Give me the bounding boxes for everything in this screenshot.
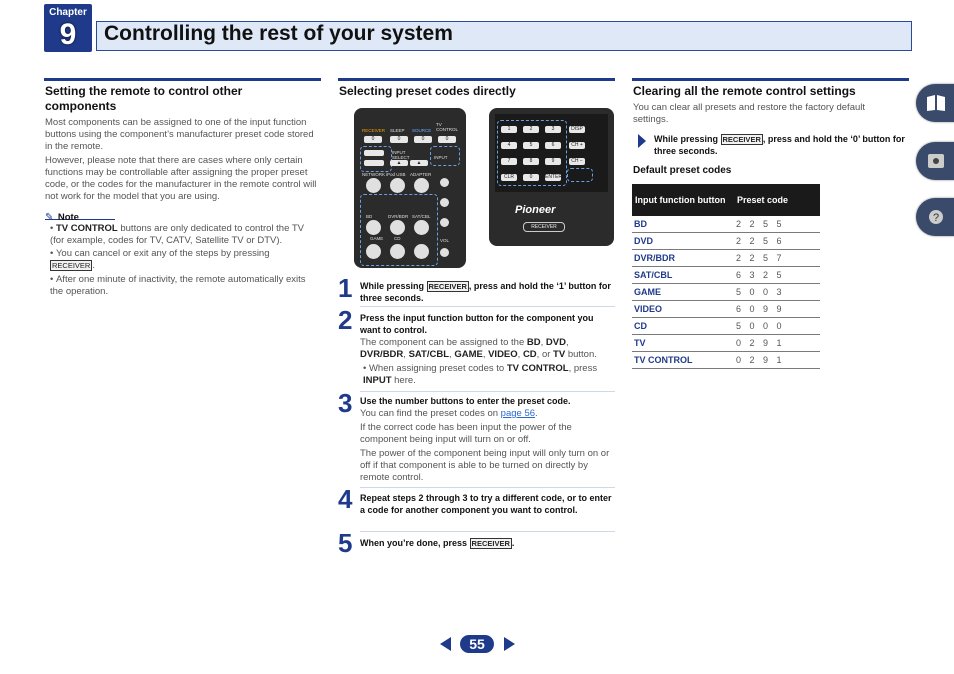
next-page-arrow-icon[interactable]	[504, 637, 515, 651]
caveat-paragraph: However, please note that there are cases where only certain functions may be controllable after assigning the proper preset code, or the codes for the manufacturer in the remote control will not work for the model that you are using.	[45, 155, 317, 202]
section-heading: Selecting preset codes directly	[339, 84, 516, 98]
column-header: Preset code	[734, 184, 820, 216]
input-function-cell: SAT/CBL	[632, 267, 734, 284]
input-function-cell: GAME	[632, 284, 734, 301]
page-title: Controlling the rest of your system	[104, 22, 453, 45]
previous-page-arrow-icon[interactable]	[440, 637, 451, 651]
note-item: • After one minute of inactivity, the remote automatically exits the operation.	[50, 274, 306, 297]
step-instruction: Press the input function button for the component you want to control.	[360, 313, 594, 335]
step-number: 2	[338, 305, 353, 335]
preset-code-cell: 0 2 9 1	[734, 335, 820, 352]
step-number: 4	[338, 484, 353, 514]
step-body: The power of the component being input will only turn on or off if that component is able to be turned on directly by remote control.	[360, 448, 610, 483]
brand-logo: Pioneer	[515, 204, 556, 216]
step-body: If the correct code has been input the power of the component being input will turn on or off.	[360, 422, 572, 445]
intro-paragraph: You can clear all presets and restore the factory default settings.	[633, 102, 866, 125]
remote-illustration-left: RECEIVER SLEEP SOURCE TV CONTROL 0 0 0 0 INPUT SELECT INPUT ▲ ▲ NETWORK iPod USB ADAPTER BD DVR/BDR SAT/CBL GAME CD VOL	[354, 108, 466, 268]
table-row	[632, 233, 820, 250]
step-body: The component can be assigned to the BD, DVD, DVR/BDR, SAT/CBL, GAME, VIDEO, CD, or TV button.	[360, 337, 597, 360]
input-function-cell: DVR/BDR	[632, 250, 734, 267]
table-header-row	[632, 184, 820, 216]
input-function-cell: TV	[632, 335, 734, 352]
table-row	[632, 335, 820, 352]
help-icon[interactable]	[916, 198, 954, 236]
input-function-cell: VIDEO	[632, 301, 734, 318]
receiver-button-glyph: RECEIVER	[471, 539, 510, 548]
preset-code-cell: 0 2 9 1	[734, 352, 820, 369]
preset-code-cell: 6 3 2 5	[734, 267, 820, 284]
receiver-button-glyph: RECEIVER	[428, 282, 467, 291]
preset-code-cell: 2 2 5 7	[734, 250, 820, 267]
receiver-icon[interactable]	[916, 142, 954, 180]
preset-code-cell: 2 2 5 5	[734, 216, 820, 233]
receiver-button-glyph: RECEIVER	[722, 135, 761, 144]
step-number: 3	[338, 388, 353, 418]
chapter-label: Chapter	[49, 7, 87, 18]
section-heading: Setting the remote to control other components	[45, 84, 243, 113]
preset-code-cell: 5 0 0 0	[734, 318, 820, 335]
table-row	[632, 318, 820, 335]
table-row	[632, 216, 820, 233]
step-number: 1	[338, 273, 353, 303]
receiver-button-glyph: RECEIVER	[52, 261, 91, 270]
preset-code-cell: 2 2 5 6	[734, 233, 820, 250]
step-body: You can find the preset codes on page 56.	[360, 408, 538, 419]
input-function-cell: TV CONTROL	[632, 352, 734, 369]
clear-instruction: While pressing RECEIVER , press and hold the ‘0’ button for three seconds.	[654, 134, 905, 156]
step-number: 5	[338, 528, 353, 558]
highlight-box	[567, 168, 593, 182]
note-item: • You can cancel or exit any of the steps by pressing RECEIVER .	[50, 248, 270, 271]
column-rule	[632, 78, 909, 81]
step-bullet: • When assigning preset codes to TV CONTROL, press INPUT here.	[363, 363, 598, 386]
note-header	[45, 207, 115, 223]
note-label: Note	[57, 212, 79, 223]
input-function-cell: CD	[632, 318, 734, 335]
step-arrow-icon	[638, 134, 646, 148]
input-function-cell: DVD	[632, 233, 734, 250]
column-rule	[44, 78, 321, 81]
note-item: • TV CONTROL buttons are only dedicated to control the TV (for example, codes for TV, CATV, Satellite TV or DTV).	[50, 223, 304, 246]
preset-code-cell: 6 0 9 9	[734, 301, 820, 318]
pencil-icon: ✎	[45, 212, 54, 223]
step-instruction: When you’re done, press RECEIVER .	[360, 538, 515, 548]
svg-text:?: ?	[933, 212, 940, 224]
input-function-cell: BD	[632, 216, 734, 233]
column-header: Input function button	[632, 184, 734, 216]
remote-illustration-right: 1 2 3 DISP 4 5 6 CH + 7 8 9 CH − CLR 0 ENTER Pioneer RECEIVER	[489, 108, 614, 246]
table-row	[632, 301, 820, 318]
step-instruction: Repeat steps 2 through 3 to try a different code, or to enter a code for another component you want to control.	[360, 493, 612, 515]
page-56-link[interactable]: page 56	[500, 408, 536, 419]
table-row	[632, 284, 820, 301]
preset-code-table	[632, 184, 820, 369]
table-title: Default preset codes	[633, 165, 732, 176]
book-icon[interactable]	[916, 84, 954, 122]
table-row	[632, 352, 820, 369]
table-row	[632, 267, 820, 284]
step-instruction: Use the number buttons to enter the preset code.	[360, 396, 571, 406]
section-heading: Clearing all the remote control settings	[633, 84, 856, 98]
highlight-box	[497, 120, 567, 186]
column-rule	[338, 78, 615, 81]
step-instruction: While pressing RECEIVER , press and hold the ‘1’ button for three seconds.	[360, 281, 611, 303]
table-row	[632, 250, 820, 267]
page-number: 55	[460, 635, 494, 653]
chapter-number: 9	[59, 18, 77, 51]
intro-paragraph: Most components can be assigned to one of the input function buttons using the component’s manufacturer preset code stored in the remote.	[45, 117, 314, 152]
preset-code-cell: 5 0 0 3	[734, 284, 820, 301]
